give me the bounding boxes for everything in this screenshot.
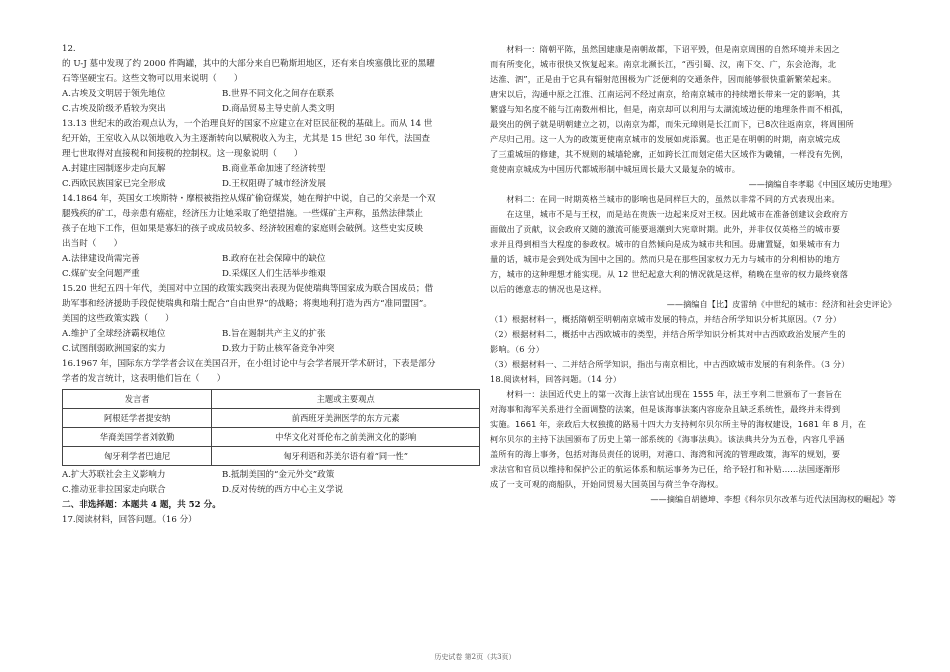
table-cell-topic: 中华文化对哥伦布之前美洲文化的影响 [212, 428, 480, 447]
material-2-line: 面做出了贡献，议会政府又随的激流可能要退潮到大宪章时期。此外，并非仅仅英格兰的城市要 [490, 224, 841, 234]
q15-options-row [62, 342, 480, 357]
q13-stem-line: 13.13 世纪末的政治观点认为，一个治理良好的国家不应建立在对臣民征税的基础上。而从 14 世 [62, 119, 433, 129]
table-row [63, 409, 480, 428]
q12-option-b[interactable]: B.世界不同文化之间存在联系 [222, 89, 335, 99]
q14-stem-line: 腿残疾的矿工，母亲患有癌症，经济压力让她采取了绝望措施。一些煤矿主声称，虽然法律禁止 [62, 209, 423, 219]
q16-speaker-table [62, 389, 480, 466]
material-3-line: 实施。1661 年，亲政后大权独揽的路易十四大力支持柯尔贝尔所主导的海权建设，1681 年 8 月，在 [490, 419, 867, 429]
material-1-line: 繁盛与知名度不能与江南数州相比，但是，南京却可以利用与太湖流域边便的地理条件而不相孤， [490, 104, 849, 114]
q14-stem-line: 出当时（ ） [62, 239, 123, 249]
table-row [63, 428, 480, 447]
table-header-speaker: 发言者 [63, 390, 212, 409]
q12-number: 12. [62, 44, 76, 54]
q12-option-a[interactable]: A.古埃及文明居于领先地位 [62, 89, 166, 99]
q15-stem-line: 助军事和经济援助手段促使瑞典和瑞士配合“自由世界”的战略；将奥地利打造为西方“准同盟国”。 [62, 299, 432, 309]
right-column [490, 42, 896, 507]
q12-option-c[interactable]: C.古埃及阶级矛盾较为突出 [62, 104, 166, 114]
material-2-line: 以后的德意志的情况也是这样。 [490, 284, 607, 294]
table-cell-topic: 匈牙利语和苏美尔语有着“同一性” [212, 447, 480, 466]
table-header-row [63, 390, 480, 409]
q13-options-row [62, 162, 480, 177]
section-heading: 二、非选择题：本题共 4 题，共 52 分。 [62, 500, 221, 510]
left-column [62, 42, 480, 528]
material-2-line: 量的话，城市是会到处成为国中之国的。然而只是在那些国家权力无力与城市的分利相协的地方 [490, 254, 841, 264]
table-cell-speaker: 匈牙利学者巴迪尼 [63, 447, 212, 466]
material-1-source: ——摘编自李孝聪《中国区域历史地理》 [748, 179, 896, 189]
q14-options-row [62, 267, 480, 282]
page-footer: 历史试卷 第2页（共3页） [434, 653, 516, 661]
sub-question-2-cont: 影响。（6 分） [490, 344, 545, 354]
q13-stem-line: 纪开始，王室收入从以领地收入为主逐渐转向以赋税收入为主，尤其是 15 世纪 30 年代，法国查 [62, 134, 430, 144]
q13-option-d[interactable]: D.王权阻碍了城市经济发展 [222, 179, 326, 189]
q16-option-b[interactable]: B.抵制美国的“金元外交”政策 [222, 470, 335, 480]
material-2-line: 在这里，城市不是与王权，而是站在贵族一边起来反对王权。因此城市在准备创建议会政府方 [506, 209, 849, 219]
material-3-line: 柯尔贝尔的主持下法国颁布了历史上第一部系统的《海事法典》。该法典共分为五卷，内容几乎涵 [490, 434, 845, 444]
sub-question-2: （2）根据材料二，概括中古西欧城市的类型，并结合所学知识分析其对中古西欧政治发展产生的 [490, 329, 846, 339]
table-header-topic: 主题或主要观点 [212, 390, 480, 409]
material-1-line: 竟使南京城成为中国历代都城形制中城垣周长最大又最复杂的城市。 [490, 164, 741, 174]
material-3-line: 盖所有的海上事务，包括对海员责任的说明，对港口、海湾和河流的管理政策，海军的规划，要 [490, 449, 841, 459]
table-cell-speaker: 华裔美国学者刘敦勤 [63, 428, 212, 447]
q14-stem-line: 14.1864 年，英国女工埃斯特・摩根被指控从煤矿偷窃煤炭，她在辩护中说，自己的父亲是一个双 [62, 194, 436, 204]
q12-option-d[interactable]: D.商品贸易主导史前人类文明 [222, 104, 335, 114]
q12-options-row [62, 87, 480, 102]
q15-option-c[interactable]: C.试图削弱欧洲国家的实力 [62, 344, 166, 354]
q14-options-row [62, 252, 480, 267]
material-2-line: 方，城市的这种理想才能实现。从 12 世纪起意大利的情况就是这样，稍晚在皇帝的权力最终衰落 [490, 269, 849, 279]
material-1-line: 唐宋以后，沟通中原之江淮、江南运河不经过南京，给南京城市的持续增长带来一定的影响，其 [490, 89, 841, 99]
q14-option-d[interactable]: D.采煤区人们生活举步维艰 [222, 269, 326, 279]
material-3-line: 求法官和官员以维持和保护公正的航运体系和航运事务为已任，给予轻打和补贴……法国逐渐形 [490, 464, 841, 474]
q12-stem-line: 石等坚硬宝石。这些文物可以用来说明（ ） [62, 74, 243, 84]
material-2-line: 材料二：在同一时期英格兰城市的影响也是同样巨大的，虽然以非常不同的方式表现出来。 [506, 194, 840, 204]
q15-option-b[interactable]: B.旨在遏制共产主义的扩张 [222, 329, 326, 339]
sub-question-3: （3）根据材料一、二并结合所学知识，指出与南京相比，中古西欧城市发展的有利条件。（3 分） [490, 359, 850, 369]
q14-stem-line: 孩子在地下工作，但如果是寡妇的孩子或成员较多、经济较困难的家庭则会破例。这些史实反映 [62, 224, 423, 234]
q13-stem-line: 理七世取得对直接税和间接税的控制权。这一现象说明（ ） [62, 149, 303, 159]
q16-stem-line: 16.1967 年，国际东方学学者会议在美国召开，在小组讨论中与会学者展开学术研讨，下表是部分 [62, 359, 436, 369]
q18-heading: 18.阅读材料，回答问题。（14 分） [490, 374, 622, 384]
q16-options-row [62, 468, 480, 483]
q16-option-d[interactable]: D.反对传统的西方中心主义学说 [222, 485, 344, 495]
q14-option-a[interactable]: A.法律建设尚需完善 [62, 254, 140, 264]
q15-stem-line: 15.20 世纪五四十年代，美国对中立国的政策实践突出表现为促使瑞典等国家成为联合国成员；借 [62, 284, 434, 294]
material-2-line: 求并且得到相当大程度的参政权。城市的自然倾向是成为城市共和国。毋庸置疑，如果城市有力 [490, 239, 841, 249]
material-1-line: 达淮、泗”，正是由于它具有辐射范围极为广泛便利的交通条件，因而能够很快重新繁荣起来。 [490, 74, 837, 84]
material-3-line: 材料一：法国近代史上的第一次海上法官试出现在 1555 年，法王亨利二世颁布了一套旨在 [506, 389, 842, 399]
q16-option-a[interactable]: A.扩大苏联社会主义影响力 [62, 470, 166, 480]
table-cell-speaker: 阿根廷学者提安纳 [63, 409, 212, 428]
material-1-line: 产尽归己用。这一人为的政策更使南京城市的发展如虎添翼。也正是在明朝的时期，南京城完成 [490, 134, 841, 144]
material-1-line: 材料一：隋朝平陈，虽然国建康是南朝故都，下诏平毁，但是南京周围的自然环境并未因之 [506, 44, 840, 54]
q12-options-row [62, 102, 480, 117]
material-1-line: 最突出的例子就是明朝建立之初，以南京为都，而朱元璋则是长江而下，已8次往返南京，将周围所 [490, 119, 854, 129]
q15-options-row [62, 327, 480, 342]
q13-options-row [62, 177, 480, 192]
material-2-source: ——摘编自【比】皮雷纳《中世纪的城市：经济和社会史评论》 [666, 299, 896, 309]
table-row [63, 447, 480, 466]
q16-options-row [62, 483, 480, 498]
material-3-line: 成了一支可观的商船队，开始同贸易大国英国与荷兰争夺海权。 [490, 479, 724, 489]
q15-option-a[interactable]: A.维护了全球经济霸权地位 [62, 329, 166, 339]
q15-stem-line: 美国的这些政策实践（ ） [62, 314, 174, 324]
q14-option-b[interactable]: B.政府在社会保障中的缺位 [222, 254, 326, 264]
material-1-line: 而有所变化，城市很快又恢复起来。南京北濒长江，“西引蜀、汉，南下交、广，东会沧海，北 [490, 59, 837, 69]
q13-option-b[interactable]: B.商业革命加速了经济转型 [222, 164, 326, 174]
sub-question-1: （1）根据材料一，概括隋朝至明朝南京城市发展的特点，并结合所学知识分析其原因。（7 分） [490, 314, 842, 324]
q16-stem-line: 学者的发言统计，这表明他们旨在（ ） [62, 374, 226, 384]
q17-heading: 17.阅读材料，回答问题。（16 分） [62, 515, 197, 525]
q14-option-c[interactable]: C.煤矿安全问题严重 [62, 269, 140, 279]
material-1-line: 了三重城垣的修建，其不规则的城墙轮廓，正如跨长江而划定偌大区域作为畿辅，一样没有先例， [490, 149, 849, 159]
table-cell-topic: 前西班牙美洲医学的东方元素 [212, 409, 480, 428]
q15-option-d[interactable]: D.致力于防止核军备竞争冲突 [222, 344, 335, 354]
q13-option-c[interactable]: C.西欧民族国家已完全形成 [62, 179, 166, 189]
material-3-source: ——摘编自胡德坤、李想《科尔贝尔改革与近代法国海权的崛起》等 [650, 494, 896, 504]
q16-option-c[interactable]: C.推动亚非拉国家走向联合 [62, 485, 166, 495]
q12-stem-line: 的 U-J 墓中发现了约 2000 件陶罐，其中的大部分来自巴勒斯坦地区，还有来自埃塞俄比亚的黑曜 [62, 59, 435, 69]
material-3-line: 对海事和海军关系进行全面调整的法案，但是该海事法案内容庞杂且缺乏系统性，最终并未得到 [490, 404, 841, 414]
q13-option-a[interactable]: A.封建庄园制逐步走向瓦解 [62, 164, 166, 174]
